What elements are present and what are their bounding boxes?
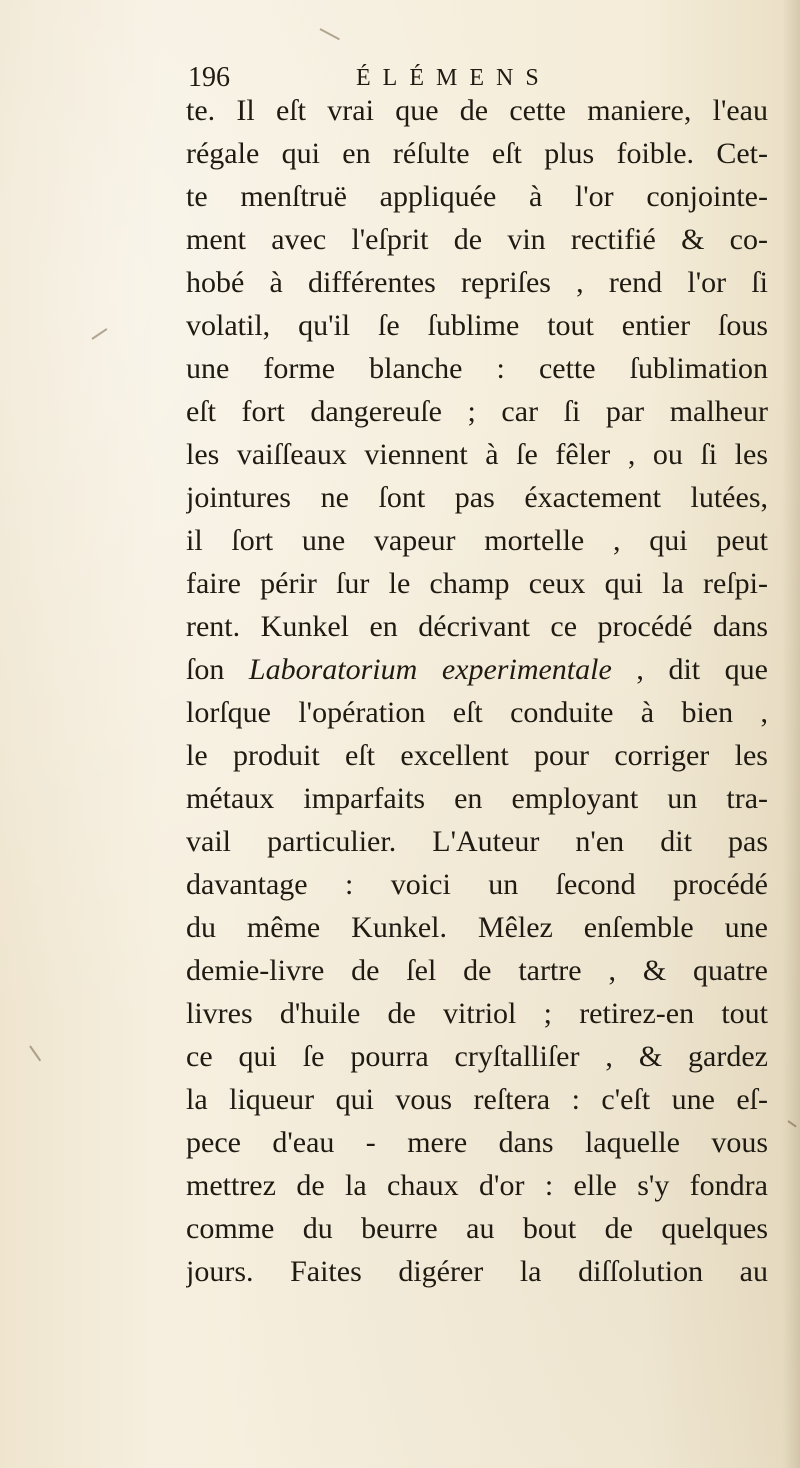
- text-line: faire périr ſur le champ ceux qui la reſpi-: [186, 567, 768, 600]
- text-line: jours. Faites digérer la diſſolution au: [186, 1255, 768, 1288]
- text-line: pece d'eau - mere dans laquelle vous: [186, 1126, 768, 1159]
- paper-speck: [29, 1045, 41, 1061]
- text-line: ment avec l'eſprit de vin rectifié & co-: [186, 223, 768, 256]
- page-edge-shadow: [782, 0, 800, 1468]
- text-fragment: ſon: [186, 653, 249, 686]
- text-line: une forme blanche : cette ſublimation: [186, 352, 768, 385]
- book-title: Laboratorium experimentale: [248, 653, 612, 686]
- text-line: livres d'huile de vitriol ; retirez-en tout: [186, 997, 768, 1030]
- text-line: du même Kunkel. Mêlez enſemble une: [186, 911, 768, 944]
- text-line: eſt fort dangereuſe ; car ſi par malheur: [186, 395, 768, 428]
- text-line: volatil, qu'il ſe ſublime tout entier ſous: [186, 309, 768, 342]
- text-line: vail particulier. L'Auteur n'en dit pas: [186, 825, 768, 858]
- text-line: hobé à différentes repriſes , rend l'or ſi: [186, 266, 768, 299]
- page-number: 196: [188, 62, 230, 93]
- paper-speck: [320, 28, 340, 40]
- running-title: ÉLÉMENS: [356, 65, 551, 91]
- body-text: [186, 92, 768, 1312]
- text-line: métaux imparfaits en employant un tra-: [186, 782, 768, 815]
- text-line: te menſtruë appliquée à l'or conjointe-: [186, 180, 768, 213]
- text-fragment: , dit que: [611, 653, 768, 686]
- paper-speck: [91, 328, 107, 340]
- text-line: rent. Kunkel en décrivant ce procédé dans: [186, 610, 768, 643]
- text-line: davantage : voici un ſecond procédé: [186, 868, 768, 901]
- text-line: les vaiſſeaux viennent à ſe fêler , ou ſi les: [186, 438, 768, 471]
- text-line: la liqueur qui vous reſtera : c'eſt une eſ-: [186, 1083, 768, 1116]
- text-line: lorſque l'opération eſt conduite à bien ,: [186, 696, 768, 729]
- text-line: régale qui en réſulte eſt plus foible. Cet-: [186, 137, 768, 170]
- text-line: ce qui ſe pourra cryſtalliſer , & gardez: [186, 1040, 768, 1073]
- text-line: jointures ne ſont pas éxactement lutées,: [186, 481, 768, 514]
- text-line: te. Il eſt vrai que de cette maniere, l'eau: [186, 94, 768, 127]
- text-line: il ſort une vapeur mortelle , qui peut: [186, 524, 768, 557]
- text-line: le produit eſt excellent pour corriger les: [186, 739, 768, 772]
- text-line: mettrez de la chaux d'or : elle s'y fondra: [186, 1169, 768, 1202]
- text-line: comme du beurre au bout de quelques: [186, 1212, 768, 1245]
- text-line: demie-livre de ſel de tartre , & quatre: [186, 954, 768, 987]
- text-line: [186, 651, 768, 694]
